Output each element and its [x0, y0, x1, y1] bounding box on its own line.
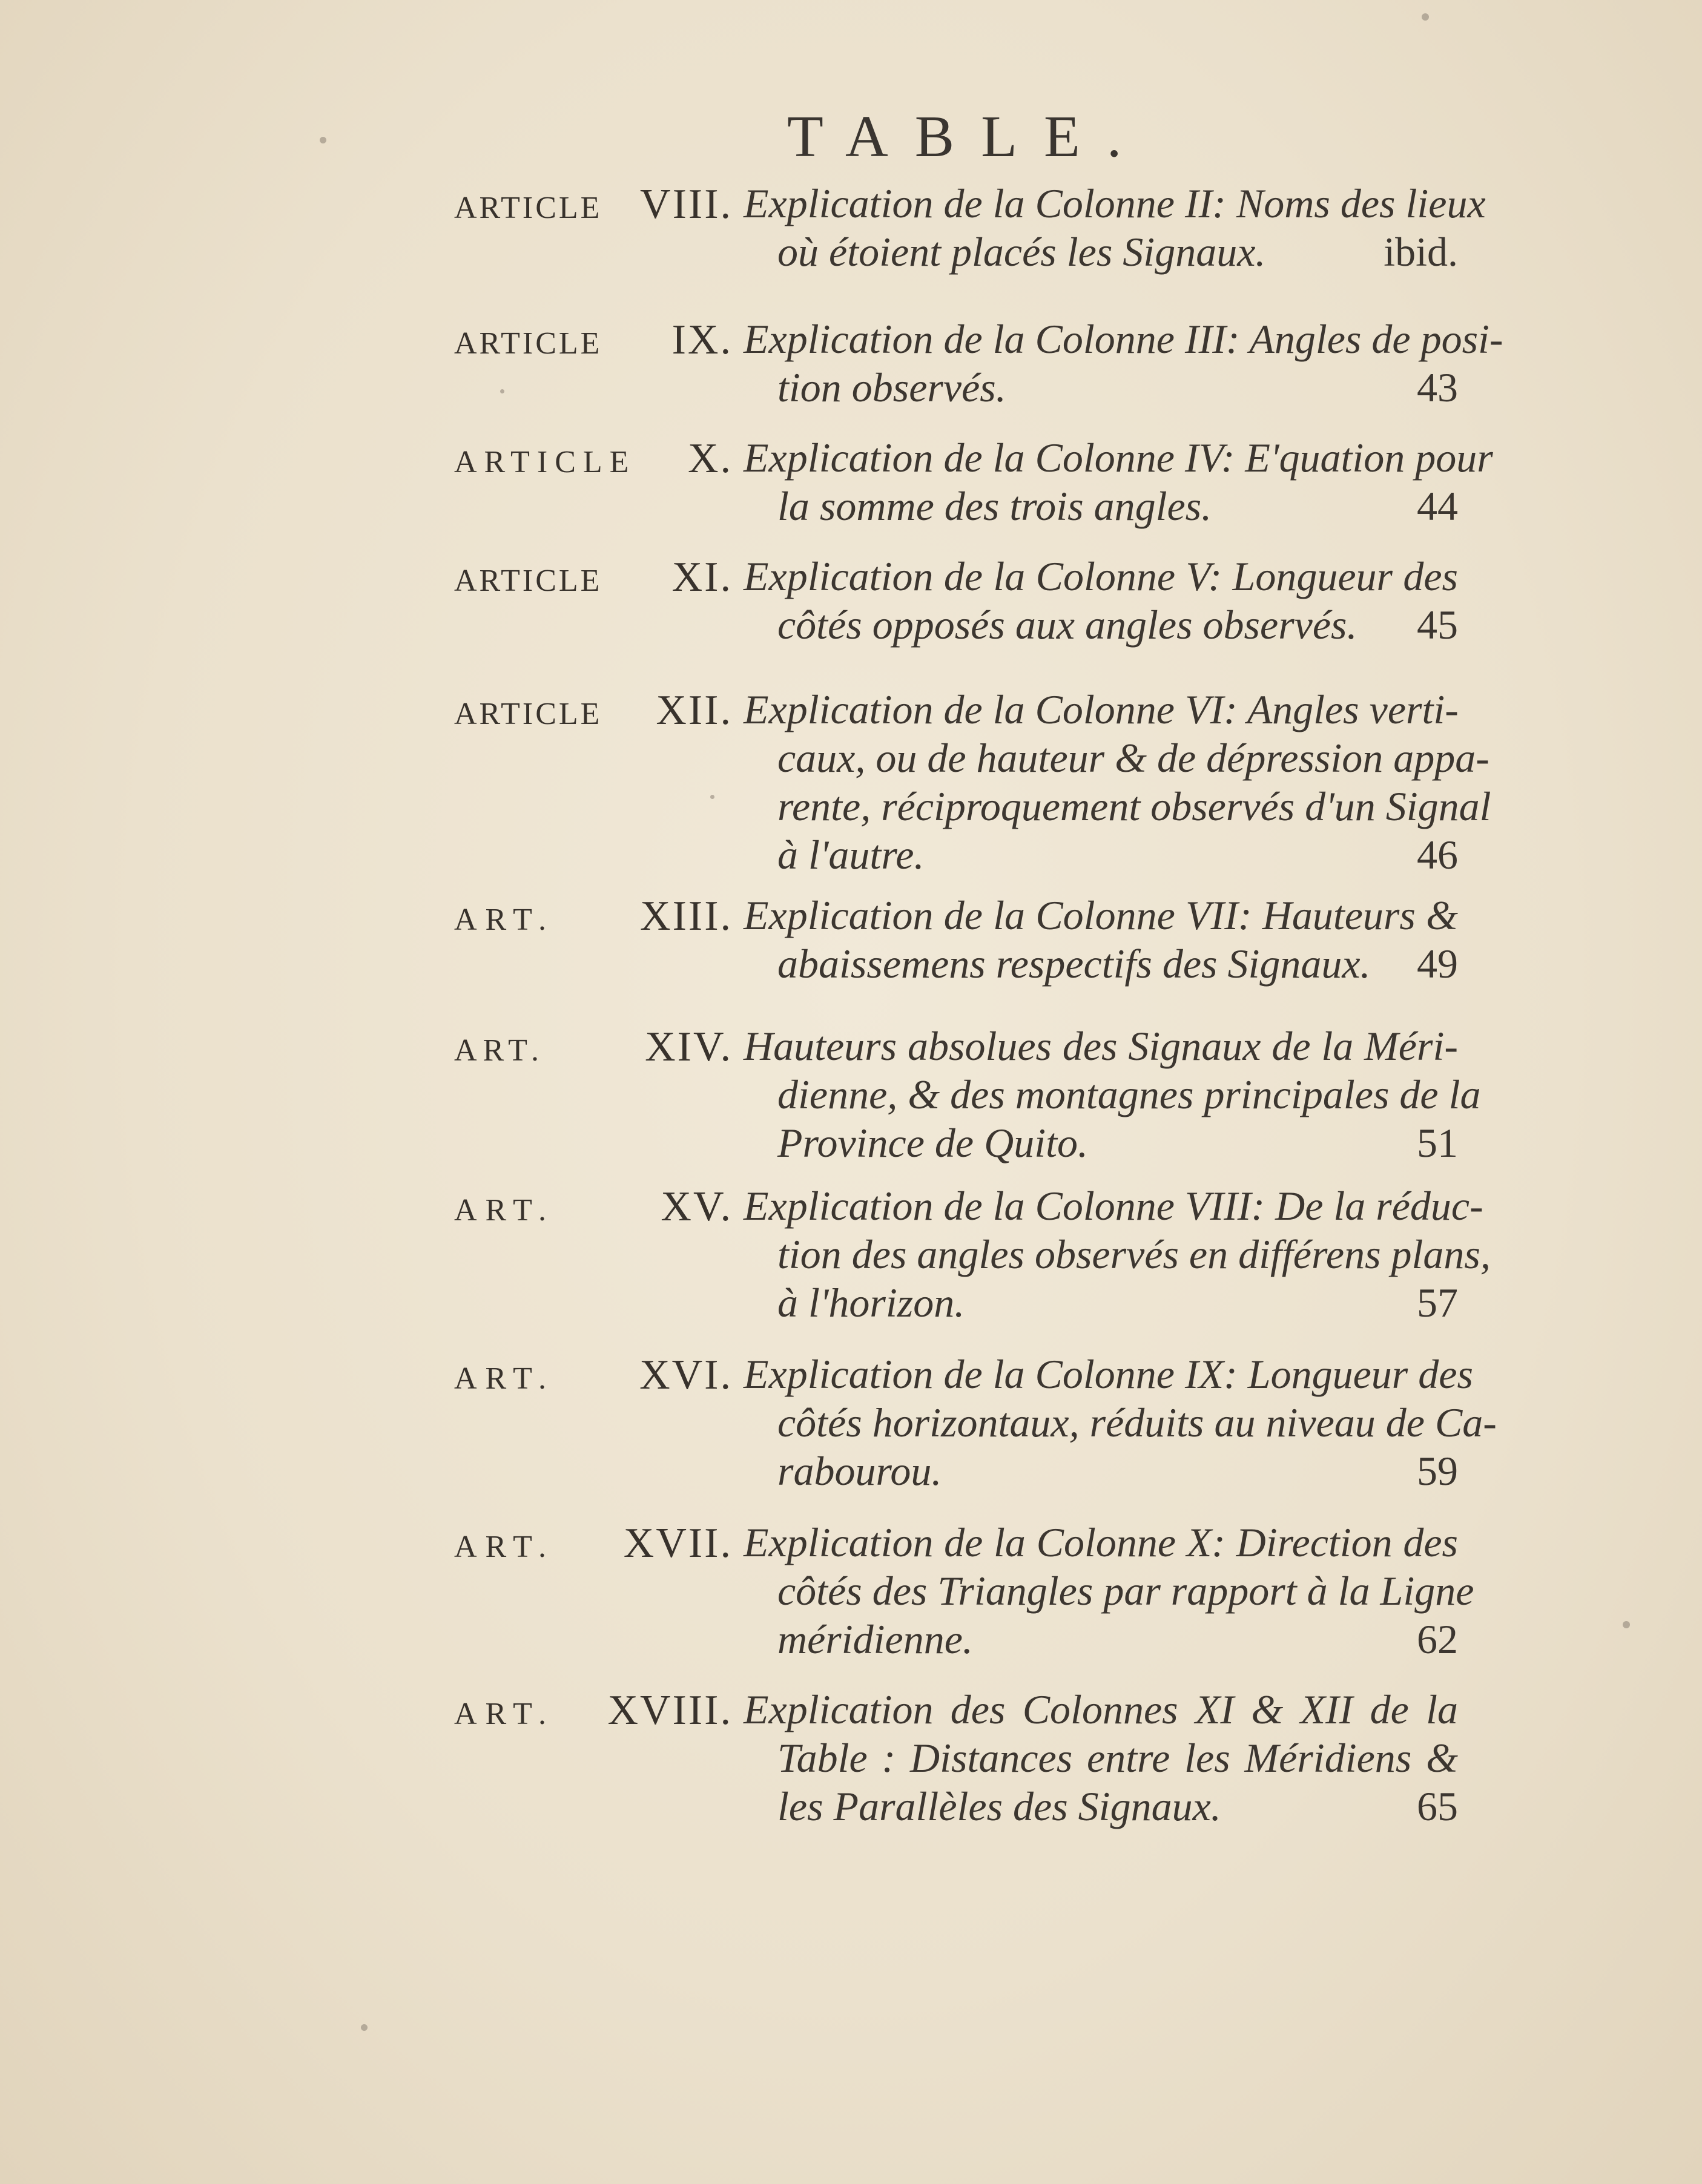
entry-page-number: 65	[1417, 1783, 1458, 1829]
entry-label-number: IX.	[671, 317, 733, 363]
entry-line: côtés des Triangles par rapport à la Ligne	[777, 1568, 1474, 1614]
entry-label-word: ART.	[454, 903, 555, 937]
entry-line: Hauteurs absolues des Signaux de la Méri-	[744, 1023, 1458, 1069]
entry-line-text: à l'autre.	[777, 832, 925, 878]
entry-page-number: 49	[1417, 941, 1458, 987]
entry-line: Table : Distances entre les Méridiens &	[777, 1735, 1458, 1781]
entry-line: Explication de la Colonne III: Angles de posi-	[744, 316, 1503, 362]
entry-line-text: les Parallèles des Signaux.	[777, 1783, 1221, 1829]
entry-line: Explication de la Colonne IX: Longueur des	[744, 1351, 1473, 1397]
entry-page-number: 45	[1417, 602, 1458, 648]
entry-line-text: où étoient placés les Signaux.	[777, 229, 1266, 275]
entry-label-word: ARTICLE	[454, 564, 602, 598]
entry-description	[744, 685, 1491, 879]
entry-line-text: rabourou.	[777, 1448, 942, 1494]
entry-description	[744, 891, 1458, 988]
entry-page-number: 57	[1417, 1280, 1458, 1326]
entry-label-word: ART.	[454, 1530, 555, 1564]
entry-page-number: 59	[1417, 1448, 1458, 1494]
entry-line	[777, 1119, 1458, 1167]
entry-line-text: à l'horizon.	[777, 1280, 965, 1326]
entry-line	[777, 1615, 1458, 1663]
entry-page-number: 51	[1417, 1120, 1458, 1166]
entry-page-number: 46	[1417, 832, 1458, 878]
entry-description	[744, 1518, 1474, 1663]
entry-page-number: ibid.	[1384, 229, 1458, 275]
paper-speck	[710, 795, 714, 799]
entry-label-number: XI.	[671, 554, 733, 600]
entry-line	[777, 1278, 1458, 1327]
entry-line	[777, 600, 1458, 649]
entry-page-number: 62	[1417, 1616, 1458, 1662]
entry-line: Explication des Colonnes XI & XII de la	[744, 1686, 1458, 1732]
entry-label	[454, 891, 733, 946]
entry-label-number: XV.	[661, 1183, 733, 1230]
entry-label	[454, 552, 733, 607]
entry-line: Explication de la Colonne II: Noms des lieux	[744, 180, 1486, 226]
paper-speck	[320, 137, 326, 143]
entry-description	[744, 433, 1493, 530]
entry-line	[777, 939, 1458, 988]
entry-line-text: Province de Quito.	[777, 1120, 1088, 1166]
entry-line: Explication de la Colonne VIII: De la réduc-	[744, 1183, 1483, 1229]
entry-line	[777, 1447, 1458, 1495]
entry-label-word: ART.	[454, 1361, 555, 1396]
entry-description	[744, 179, 1486, 276]
entry-label-number: XVI.	[639, 1352, 733, 1398]
entry-line	[777, 831, 1458, 879]
entry-label-word: ARTICLE	[454, 191, 602, 225]
entry-line-text: la somme des trois angles.	[777, 483, 1212, 529]
entry-line: Explication de la Colonne VI: Angles verti-	[744, 686, 1459, 732]
entry-label-number: XIII.	[640, 893, 733, 939]
entry-line-text: tion observés.	[777, 364, 1006, 410]
entry-label	[454, 433, 733, 488]
entry-label	[454, 1022, 733, 1076]
entry-label-word: ART.	[454, 1193, 555, 1228]
entry-label	[454, 315, 733, 369]
entry-description	[744, 1182, 1491, 1327]
entry-label-word: ART.	[454, 1033, 546, 1068]
entry-line: rente, réciproquement observés d'un Signal	[777, 783, 1491, 829]
entry-line: caux, ou de hauteur & de dépression appa-	[777, 735, 1489, 781]
entry-description	[744, 315, 1503, 412]
entry-line: Explication de la Colonne V: Longueur des	[744, 553, 1458, 599]
entry-line: dienne, & des montagnes principales de la	[777, 1071, 1481, 1117]
entry-line	[777, 1782, 1458, 1830]
entry-label	[454, 1685, 733, 1740]
running-title: TABLE.	[787, 104, 1149, 169]
entry-label-word: ARTICLE	[454, 445, 636, 479]
entry-line-text: abaissemens respectifs des Signaux.	[777, 941, 1371, 987]
entry-label	[454, 1518, 733, 1573]
entry-page-number: 44	[1417, 483, 1458, 529]
entry-line: Explication de la Colonne IV: E'quation pour	[744, 435, 1493, 481]
paper-speck	[361, 2024, 368, 2031]
entry-label-word: ARTICLE	[454, 697, 602, 731]
entry-label-number: XVIII.	[607, 1687, 733, 1734]
entry-line	[777, 482, 1458, 530]
entry-label-number: VIII.	[640, 181, 733, 228]
entry-description	[744, 1685, 1458, 1830]
entry-line-text: méridienne.	[777, 1616, 973, 1662]
entry-label	[454, 1182, 733, 1236]
entry-description	[744, 1022, 1481, 1167]
paper-speck	[500, 389, 504, 393]
entry-label	[454, 1350, 733, 1404]
entry-line: Explication de la Colonne VII: Hauteurs &	[744, 892, 1458, 938]
entry-line: Explication de la Colonne X: Direction des	[744, 1519, 1458, 1565]
entry-description	[744, 1350, 1497, 1495]
entry-label	[454, 179, 733, 234]
entry-description	[744, 552, 1458, 649]
entry-line	[777, 228, 1458, 276]
entry-page-number: 43	[1417, 364, 1458, 410]
entry-label-word: ARTICLE	[454, 326, 602, 361]
entry-label-word: ART.	[454, 1697, 555, 1731]
entry-line: côtés horizontaux, réduits au niveau de Ca-	[777, 1400, 1497, 1446]
entry-line-text: côtés opposés aux angles observés.	[777, 602, 1357, 648]
entry-label-number: XII.	[656, 687, 733, 734]
entry-line	[777, 363, 1458, 412]
paper-speck	[1623, 1621, 1630, 1628]
entry-label-number: XVII.	[623, 1520, 733, 1567]
entry-label-number: XIV.	[645, 1024, 733, 1070]
paper-speck	[1422, 13, 1429, 21]
entry-label	[454, 685, 733, 740]
entry-label-number: X.	[687, 435, 733, 482]
entry-line: tion des angles observés en différens plans,	[777, 1231, 1491, 1277]
